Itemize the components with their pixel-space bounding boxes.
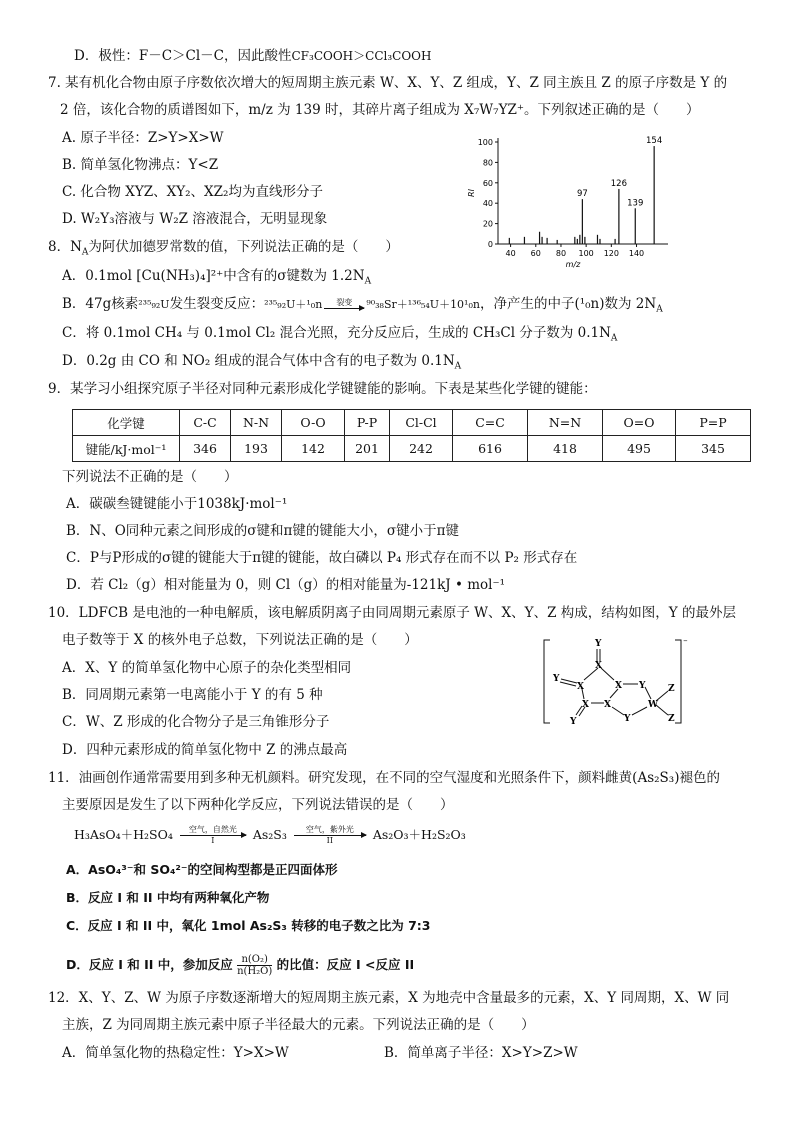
table-cell: O-O <box>282 410 345 436</box>
q10-option-b: B．同周期元素第一电离能小于 Y 的有 5 种 <box>62 687 323 703</box>
q11-stem-line2: 主要原因是发生了以下两种化学反应，下列说法错误的是（ ） <box>62 797 454 813</box>
atom-y-bottom-left: Y <box>570 717 577 727</box>
q8-option-b-tail: ，净产生的中子(¹₀n)数为 2N <box>479 296 657 312</box>
q7-stem-line2: 2 倍，该化合物的质谱图如下，m/z 为 139 时，其碎片离子组成为 X₇W₇YZ⁺。下列叙述正确的是（ ） <box>60 102 700 118</box>
y-tick-label: 0 <box>487 240 493 249</box>
table-cell: C-C <box>180 410 231 436</box>
q8-option-c-text: C．将 0.1mol CH₄ 与 0.1mol Cl₂ 混合光照，充分反应后，生成的 CH₃Cl 分子数为 0.1N <box>62 325 611 341</box>
q8-na: N <box>70 239 82 255</box>
q9-question: 下列说法不正确的是（ ） <box>62 469 238 485</box>
table-cell: 化学键 <box>73 410 180 436</box>
q10-stem-line2: 电子数等于 X 的核外电子总数，下列说法正确的是（ ） <box>62 632 418 648</box>
q11-equation <box>74 826 466 845</box>
q9-option-a: A．碳碳叁键键能小于1038kJ·mol⁻¹ <box>66 496 288 512</box>
y-tick-label: 100 <box>477 138 493 147</box>
anion-charge: ⁻ <box>683 638 688 648</box>
q11-option-d-pre: D．反应 I 和 II 中，参加反应 <box>66 957 233 972</box>
table-cell: 418 <box>528 436 603 462</box>
table-cell: P-P <box>345 410 390 436</box>
y-tick-label: 60 <box>482 178 493 188</box>
q11-arrow-1-condition: 空气，自然光 <box>188 825 237 834</box>
peak-label: 139 <box>627 198 644 209</box>
q11-fraction-denominator: n(H₂O) <box>237 966 273 977</box>
mass-spectrum-chart <box>460 128 680 273</box>
q11-fraction-numerator: n(O₂) <box>237 954 272 966</box>
table-cell: 键能/kJ·mol⁻¹ <box>73 436 180 462</box>
q8-stem-text: 为阿伏加德罗常数的值，下列说法正确的是（ ） <box>88 239 399 255</box>
q11-arrow-1 <box>180 826 246 845</box>
atom-x-top: X <box>595 661 602 671</box>
table-cell: C=C <box>453 410 528 436</box>
q11-stem-line1: 11．油画创作通常需要用到多种无机颜料。研究发现，在不同的空气湿度和光照条件下，颜料雌黄(As₂S₃)褪色的 <box>48 770 720 786</box>
q9-stem: 9．某学习小组探究原子半径对同种元素形成化学键键能的影响。下表是某些化学键的键能： <box>48 381 597 397</box>
y-tick-label: 40 <box>482 199 493 209</box>
chart-data-labels <box>577 136 662 208</box>
table-cell: P=P <box>676 410 751 436</box>
q10-option-c: C．W、Z 形成的化合物分子是三角锥形分子 <box>62 714 330 730</box>
q12-option-a: A．简单氢化物的热稳定性：Y>X>W <box>62 1045 289 1061</box>
q8-option-b <box>62 296 663 315</box>
q9-option-b: B．N、O同种元素之间形成的σ键和π键的键能大小，σ键小于π键 <box>66 523 459 539</box>
table-row <box>73 436 751 462</box>
table-cell: 495 <box>603 436 676 462</box>
q11-option-a: A．AsO₄³⁻和 SO₄²⁻的空间构型都是正四面体形 <box>66 862 338 877</box>
q11-option-c: C．反应 I 和 II 中，氧化 1mol As₂S₃ 转移的电子数之比为 7:3 <box>66 918 431 933</box>
q7-option-c: C. 化合物 XYZ、XY₂、XZ₂均为直线形分子 <box>62 184 323 200</box>
q7-option-a: A. 原子半径：Z>Y>X>W <box>62 130 224 146</box>
table-cell: 142 <box>282 436 345 462</box>
atom-y-upper-right: Y <box>639 681 646 691</box>
atom-y-bottom-right: Y <box>624 714 631 724</box>
table-cell: Cl-Cl <box>390 410 453 436</box>
q11-arrow-2-label: II <box>326 836 333 845</box>
q6-option-d-tail: CF₃COOH＞CCl₃COOH <box>291 49 432 63</box>
q8-option-c-sub: A <box>610 333 618 344</box>
q12-option-b: B．简单离子半径：X>Y>Z>W <box>384 1045 578 1061</box>
x-tick-label: 40 <box>505 249 516 258</box>
table-cell: 201 <box>345 436 390 462</box>
atom-x-left: X <box>577 682 584 692</box>
atom-w: W <box>648 700 659 710</box>
q8-option-d <box>62 353 462 372</box>
x-axis-label: m/z <box>565 260 581 269</box>
q8-option-b-mid: 发生裂变反应： <box>169 296 265 312</box>
anion-structure-diagram <box>540 635 690 730</box>
atom-z-lower: Z <box>668 714 675 724</box>
q10-option-d: D．四种元素形成的简单氢化物中 Z 的沸点最高 <box>62 742 348 758</box>
q8-option-d-text: D．0.2g 由 CO 和 NO₂ 组成的混合气体中含有的电子数为 0.1N <box>62 353 455 369</box>
q8-option-b-sub: A <box>656 304 663 315</box>
q8-option-a-sub: A <box>364 276 372 287</box>
q8-na-sub: A <box>81 247 89 258</box>
q10-stem-line1: 10．LDFCB 是电池的一种电解质，该电解质阴离子由同周期元素原子 W、X、Y、Z 构成，结构如图，Y 的最外层 <box>48 605 736 621</box>
x-tick-label: 140 <box>628 249 645 258</box>
q8-eq-right: ⁹⁰₃₈Sr＋¹³⁶₅₄U＋10¹₀n <box>366 298 480 311</box>
q8-option-a <box>62 268 372 287</box>
y-tick-label: 20 <box>482 219 493 229</box>
q7-stem-line1: 7. 某有机化合物由原子序数依次增大的短周期主族元素 W、X、Y、Z 组成，Y、Z 同主族且 Z 的原子序数是 Y 的 <box>48 75 728 91</box>
table-cell: 346 <box>180 436 231 462</box>
q8-option-b-nuclide: ²³⁵₉₂U <box>138 298 170 311</box>
q11-arrow-2 <box>294 826 366 845</box>
peak-label: 97 <box>576 189 588 200</box>
q11-arrow-2-condition: 空气，紫外光 <box>305 825 354 834</box>
atom-x-right: X <box>615 681 622 691</box>
q11-fraction <box>237 954 272 977</box>
q8-option-c <box>62 325 618 344</box>
q11-option-d-post: 的比值：反应 I <反应 II <box>276 957 415 972</box>
q11-option-d <box>66 954 414 977</box>
q8-eq-left: ²³⁵₉₂U＋¹₀n <box>264 298 323 311</box>
x-tick-label: 100 <box>578 249 594 258</box>
q12-stem-line2: 主族，Z 为同周期主族元素中原子半径最大的元素。下列说法正确的是（ ） <box>62 1017 535 1033</box>
q8-fission-arrow <box>324 299 364 310</box>
q12-stem-line1: 12．X、Y、Z、W 为原子序数逐渐增大的短周期主族元素，X 为地壳中含量最多的元素，X、Y 同周期，X、W 同 <box>48 990 730 1006</box>
table-cell: 616 <box>453 436 528 462</box>
q6-option-d-text: D．极性：F－C＞Cl－C，因此酸性 <box>74 48 292 64</box>
q8-option-a-text: A．0.1mol [Cu(NH₃)₄]²⁺中含有的σ键数为 1.2N <box>62 268 365 284</box>
y-tick-label: 80 <box>482 158 493 168</box>
x-tick-label: 60 <box>530 249 541 258</box>
q11-eq-mid: As₂S₃ <box>252 827 287 842</box>
q8-option-b-pre: B．47g核素 <box>62 296 139 312</box>
q9-option-c: C．P与P形成的σ键的键能大于π键的键能，故白磷以 P₄ 形式存在而不以 P₂ 形式存在 <box>66 550 578 566</box>
table-row <box>73 410 751 436</box>
atom-y-top: Y <box>595 639 602 649</box>
table-cell: 193 <box>231 436 282 462</box>
peak-label: 154 <box>646 136 663 147</box>
q9-option-d: D．若 Cl₂（g）相对能量为 0，则 Cl（g）的相对能量为-121kJ • mol⁻¹ <box>66 577 506 593</box>
q8-option-d-sub: A <box>454 361 462 372</box>
q11-option-b: B．反应 I 和 II 中均有两种氧化产物 <box>66 890 270 905</box>
bond-energy-table <box>72 409 751 462</box>
q8-number: 8． <box>48 239 71 255</box>
atom-y-left: Y <box>553 674 560 684</box>
q8-stem <box>48 239 399 258</box>
atom-z-upper: Z <box>668 684 675 694</box>
q11-eq-right: As₂O₃＋H₂S₂O₃ <box>372 827 466 842</box>
table-cell: 242 <box>390 436 453 462</box>
q7-option-d: D. W₂Y₃溶液与 W₂Z 溶液混合，无明显现象 <box>62 211 328 227</box>
x-tick-label: 120 <box>603 249 619 258</box>
q11-eq-left: H₃AsO₄＋H₂SO₄ <box>74 827 173 842</box>
q10-option-a: A．X、Y 的简单氢化物中心原子的杂化类型相同 <box>62 660 352 676</box>
peak-label: 126 <box>610 178 628 189</box>
table-cell: O=O <box>603 410 676 436</box>
y-axis-label: RI <box>467 189 476 197</box>
q7-option-b: B. 简单氢化物沸点：Y<Z <box>62 157 219 173</box>
q11-arrow-1-label: I <box>211 836 215 845</box>
q8-arrow-label: 裂变 <box>336 298 353 307</box>
atom-x-bottom-right: X <box>604 700 611 710</box>
table-cell: N-N <box>231 410 282 436</box>
table-cell: N=N <box>528 410 603 436</box>
q6-option-d <box>74 48 431 64</box>
atom-x-bottom-left: X <box>582 700 589 710</box>
table-cell: 345 <box>676 436 751 462</box>
x-tick-label: 80 <box>555 249 567 258</box>
